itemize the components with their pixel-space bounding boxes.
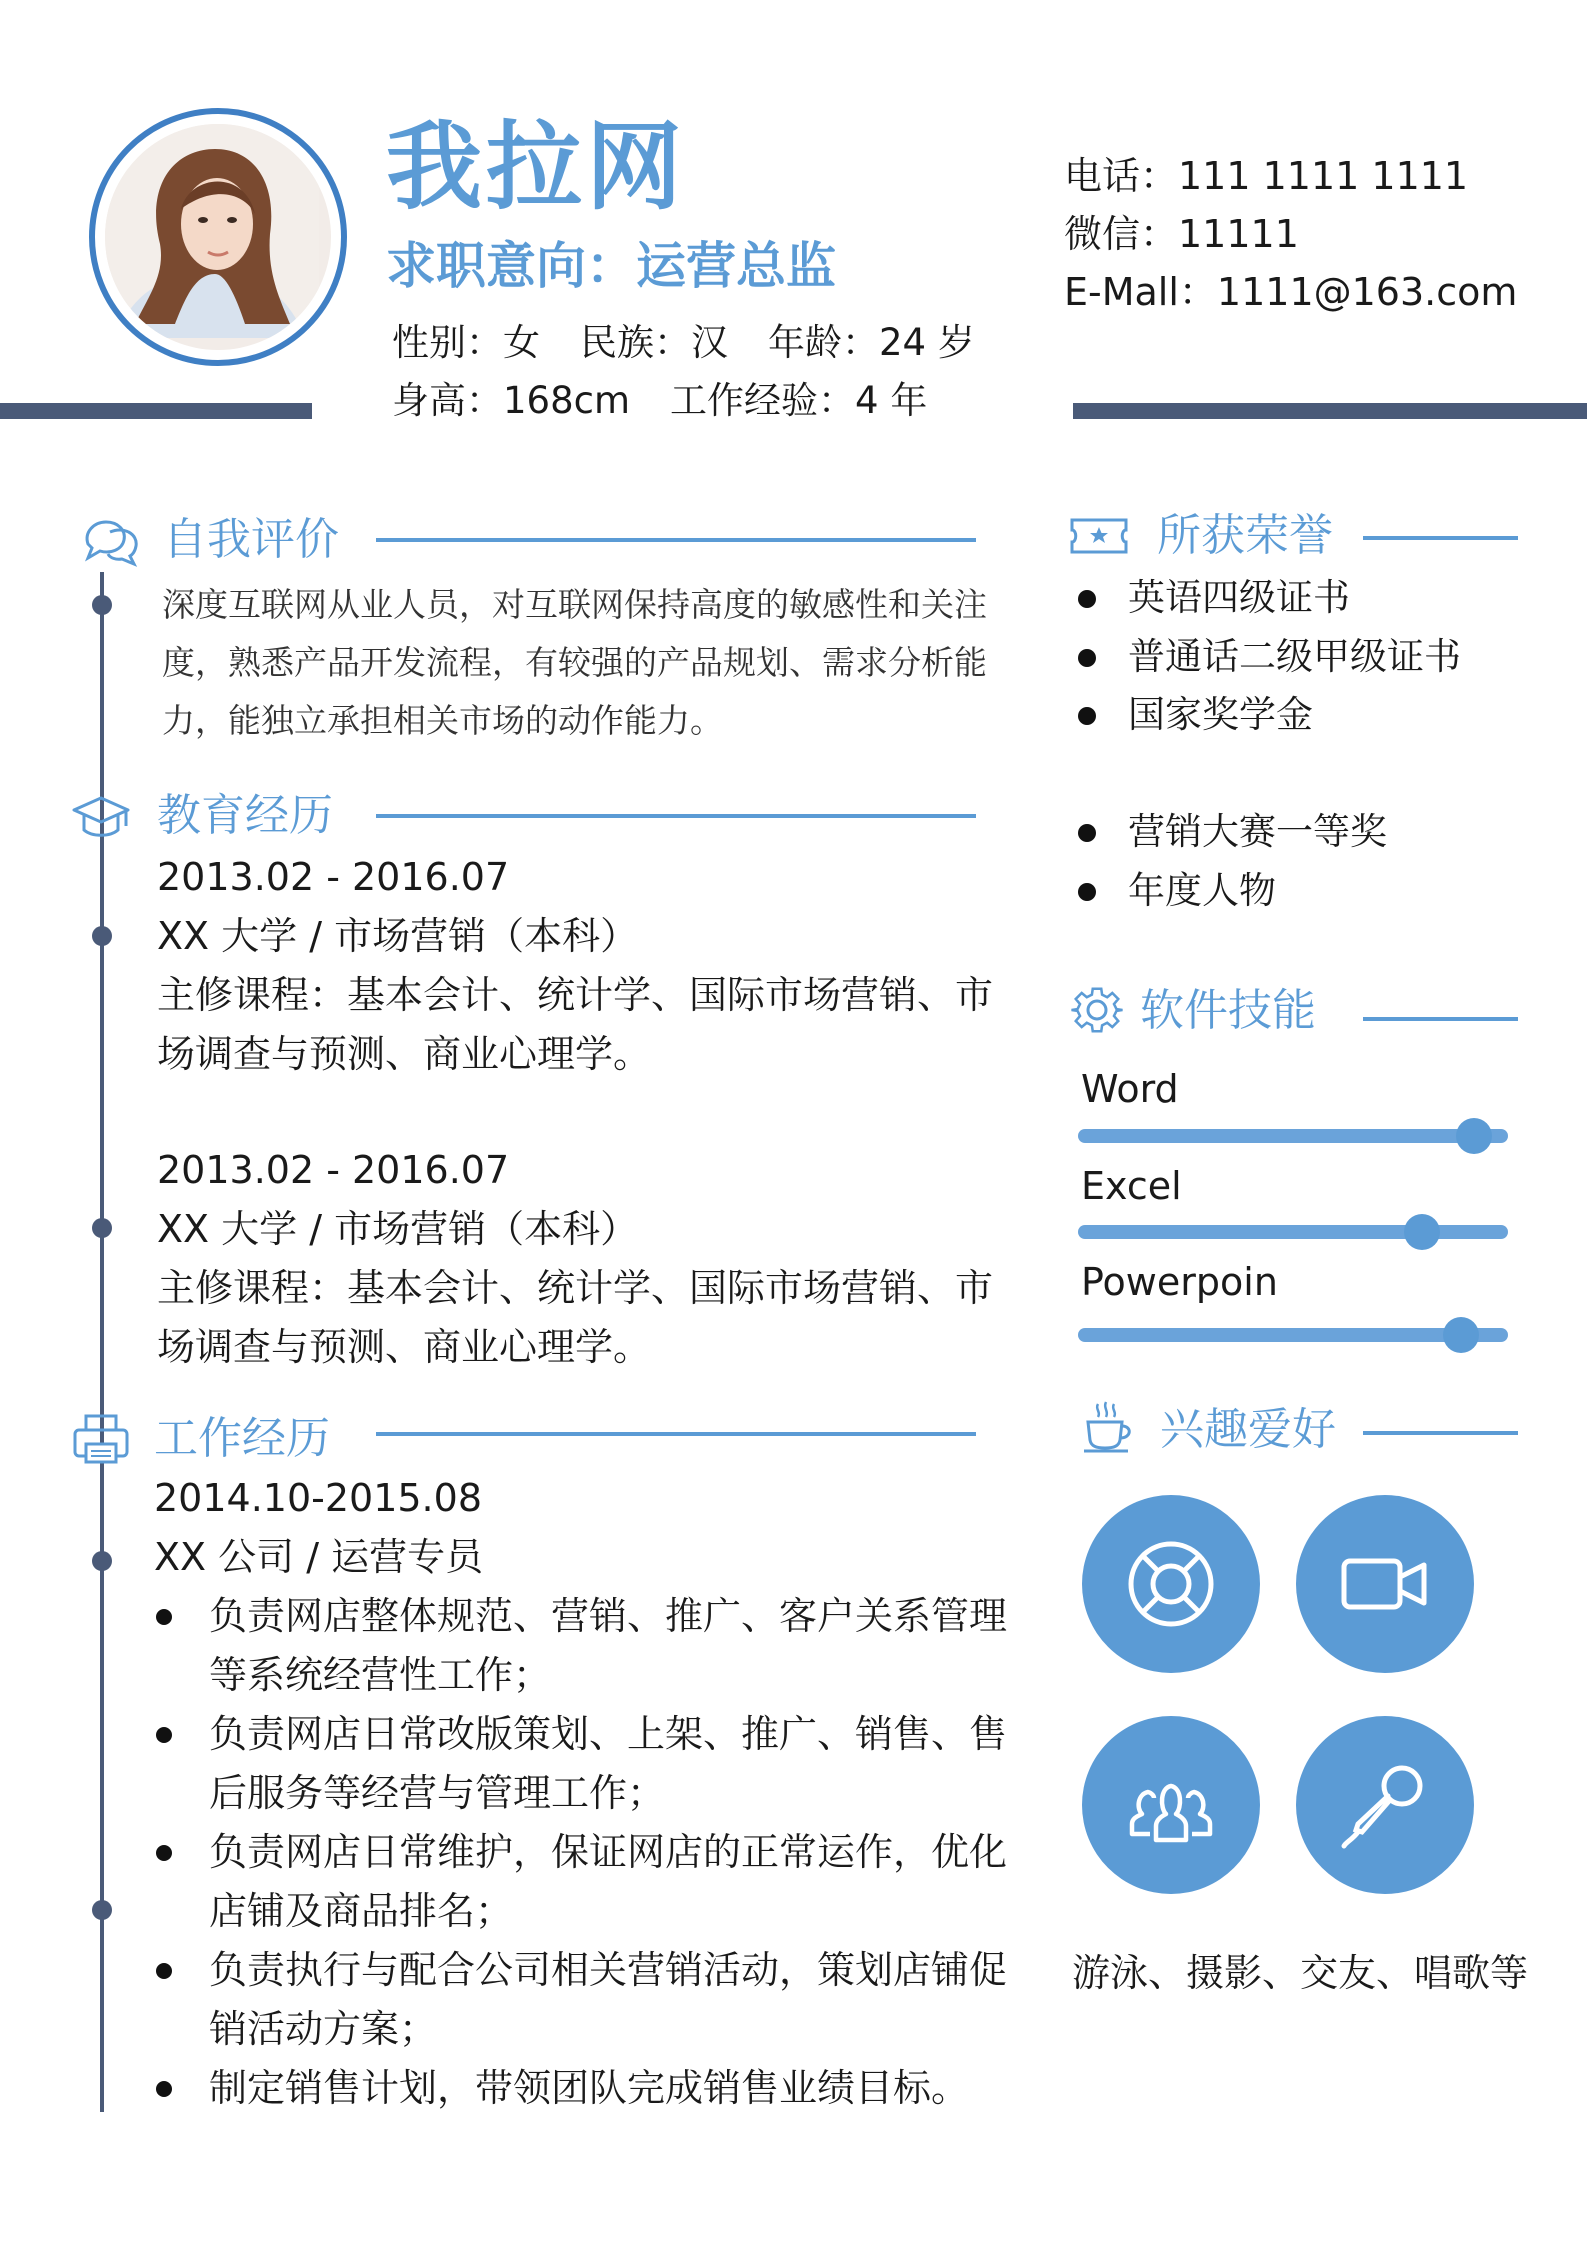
- email: E-Mall：1111@163.com: [1064, 270, 1518, 314]
- self-eval-line: 深度互联网从业人员，对互联网保持高度的敏感性和关注: [162, 585, 987, 624]
- avatar: [89, 108, 347, 366]
- gear-icon: [1066, 982, 1128, 1038]
- work-duty-text: 负责执行与配合公司相关营销活动，策划店铺促销活动方案；: [209, 1948, 1008, 2051]
- basic-info-row-2: [392, 378, 967, 424]
- printer-icon: [70, 1410, 132, 1466]
- work-experience: 工作经验：4 年: [670, 379, 928, 422]
- skill-slider-knob[interactable]: [1443, 1317, 1479, 1353]
- age: 年龄：24 岁: [768, 321, 975, 364]
- hobby-singing: [1296, 1716, 1474, 1894]
- gender: 性别：女: [392, 321, 540, 364]
- award-text: 年度人物: [1128, 869, 1276, 912]
- timeline-dot: [92, 1218, 112, 1238]
- work-duty: [154, 2059, 1014, 2118]
- work-duty-text: 负责网店整体规范、营销、推广、客户关系管理等系统经营性工作；: [209, 1594, 1008, 1697]
- section-title-education: 教育经历: [157, 790, 333, 841]
- people-icon: [1126, 1760, 1216, 1850]
- skill-name-powerpoint: Powerpoin: [1081, 1260, 1278, 1304]
- self-eval-line: 力，能独立承担相关市场的动作能力。: [162, 701, 723, 740]
- skill-bar-word: [1078, 1129, 1508, 1143]
- hobby-swimming: [1082, 1495, 1260, 1673]
- candidate-name: 我拉网: [386, 111, 686, 223]
- skill-slider-knob[interactable]: [1404, 1214, 1440, 1250]
- basic-info-row-1: [392, 320, 1015, 366]
- award-text: 普通话二级甲级证书: [1128, 635, 1461, 678]
- bullet-dot: [156, 1845, 172, 1861]
- section-rule: [376, 814, 976, 818]
- bullet-dot: [156, 1609, 172, 1625]
- height: 身高：168cm: [392, 379, 631, 422]
- education-courses: 场调查与预测、商业心理学。: [157, 1325, 652, 1369]
- education-period: 2013.02 - 2016.07: [157, 1148, 510, 1192]
- section-title-hobbies: 兴趣爱好: [1160, 1404, 1336, 1455]
- bullet-dot: [1078, 590, 1096, 608]
- timeline-dot: [92, 1900, 112, 1920]
- work-duty: [154, 1587, 1014, 1705]
- work-period: 2014.10-2015.08: [154, 1476, 482, 1520]
- hobby-socializing: [1082, 1716, 1260, 1894]
- education-school: XX 大学 / 市场营销（本科）: [157, 1207, 639, 1251]
- skill-bar-powerpoint: [1078, 1328, 1508, 1342]
- section-title-awards: 所获荣誉: [1157, 510, 1333, 561]
- phone: 电话：111 1111 1111: [1064, 154, 1469, 198]
- graduation-cap-icon: [70, 790, 132, 846]
- hobbies-text: 游泳、摄影、交友、唱歌等: [1072, 1951, 1529, 1995]
- work-duty: [154, 1823, 1014, 1941]
- bullet-dot: [156, 2081, 172, 2097]
- work-duty: [154, 1941, 1014, 2059]
- work-company: XX 公司 / 运营专员: [154, 1535, 484, 1579]
- portrait-photo: [105, 124, 319, 338]
- award-text: 国家奖学金: [1128, 693, 1313, 736]
- skill-slider-knob[interactable]: [1456, 1118, 1492, 1154]
- education-courses: 场调查与预测、商业心理学。: [157, 1032, 652, 1076]
- bullet-dot: [1078, 824, 1096, 842]
- ethnicity: 民族：汉: [580, 321, 728, 364]
- bullet-dot: [1078, 707, 1096, 725]
- job-intent: 求职意向：运营总监: [386, 237, 836, 295]
- timeline-dot: [92, 926, 112, 946]
- education-school: XX 大学 / 市场营销（本科）: [157, 914, 639, 958]
- award-text: 英语四级证书: [1128, 576, 1350, 619]
- header-divider-left: [0, 403, 312, 419]
- lifebuoy-icon: [1126, 1539, 1216, 1629]
- section-rule: [1363, 1017, 1518, 1021]
- section-rule: [1363, 1431, 1518, 1435]
- ticket-icon: [1068, 508, 1130, 564]
- education-entry: [157, 848, 993, 1084]
- wechat: 微信：11111: [1064, 212, 1299, 256]
- section-rule: [376, 538, 976, 542]
- skill-bar-excel: [1078, 1225, 1508, 1239]
- education-courses: 主修课程：基本会计、统计学、国际市场营销、市: [157, 1266, 994, 1310]
- bullet-dot: [156, 1963, 172, 1979]
- work-duty: [154, 1705, 1014, 1823]
- self-eval-text: [162, 576, 987, 750]
- chat-bubbles-icon: [80, 514, 142, 570]
- bullet-dot: [156, 1727, 172, 1743]
- work-duty-text: 负责网店日常改版策划、上架、推广、销售、售后服务等经营与管理工作；: [209, 1712, 1008, 1815]
- work-duty-text: 制定销售计划，带领团队完成销售业绩目标。: [209, 2066, 970, 2110]
- bullet-dot: [1078, 883, 1096, 901]
- coffee-cup-icon: [1078, 1398, 1140, 1454]
- section-title-self-eval: 自我评价: [163, 514, 339, 565]
- timeline-dot: [92, 595, 112, 615]
- self-eval-line: 度，熟悉产品开发流程，有较强的产品规划、需求分析能: [162, 643, 987, 682]
- hobby-photography: [1296, 1495, 1474, 1673]
- section-title-skills: 软件技能: [1140, 985, 1316, 1036]
- skill-name-excel: Excel: [1081, 1164, 1182, 1208]
- section-title-work: 工作经历: [154, 1413, 330, 1464]
- video-camera-icon: [1340, 1539, 1430, 1629]
- education-courses: 主修课程：基本会计、统计学、国际市场营销、市: [157, 973, 994, 1017]
- education-entry: [157, 1141, 993, 1377]
- header-divider-right: [1073, 403, 1587, 419]
- section-rule: [1363, 536, 1518, 540]
- bullet-dot: [1078, 649, 1096, 667]
- award-text: 营销大赛一等奖: [1128, 810, 1387, 853]
- microphone-icon: [1340, 1760, 1430, 1850]
- skill-name-word: Word: [1081, 1067, 1179, 1111]
- section-rule: [376, 1432, 976, 1436]
- education-period: 2013.02 - 2016.07: [157, 855, 510, 899]
- timeline-dot: [92, 1551, 112, 1571]
- work-duty-text: 负责网店日常维护，保证网店的正常运作，优化店铺及商品排名；: [209, 1830, 1008, 1933]
